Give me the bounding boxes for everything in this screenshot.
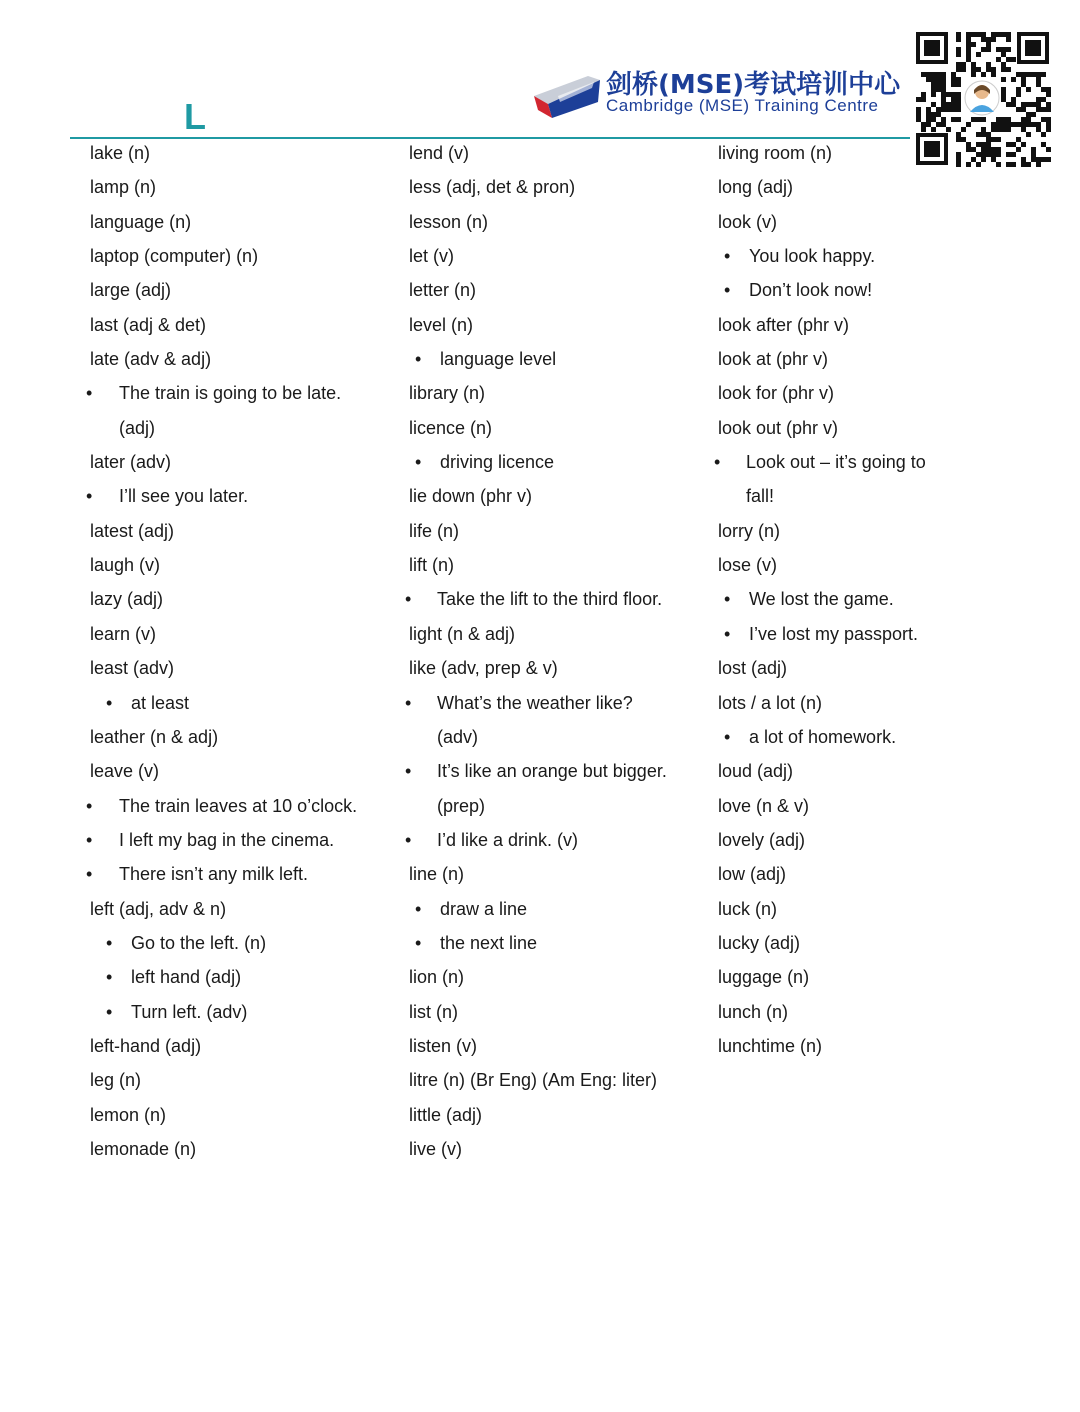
word-column-3 <box>718 137 1018 1064</box>
vocab-entry: lucky (adj) <box>718 932 801 953</box>
example-item: • I’ve lost my passport. <box>718 618 1018 652</box>
vocab-entry: lion (n) <box>409 967 465 988</box>
example-item: • I left my bag in the cinema. <box>90 824 390 858</box>
vocab-entry: long (adj) <box>718 177 794 198</box>
vocab-entry: live (v) <box>409 1138 462 1159</box>
vocab-entry: look for (phr v) <box>718 383 835 404</box>
vocab-entry: look (v) <box>718 211 778 232</box>
vocab-entry: line (n) <box>409 864 465 885</box>
example-item: • the next line <box>409 927 709 961</box>
vocab-entry: library (n) <box>409 383 486 404</box>
vocab-entry: learn (v) <box>90 623 157 644</box>
example-continuation: (adv) <box>437 726 479 747</box>
example-item: • You look happy. <box>718 240 1018 274</box>
logo-emblem-icon <box>528 66 604 118</box>
vocab-entry: lift (n) <box>409 555 454 576</box>
example-item: • draw a line <box>409 893 709 927</box>
vocab-entry: look out (phr v) <box>718 417 839 438</box>
example-continuation: (prep) <box>437 795 486 816</box>
vocab-entry: lie down (phr v) <box>409 486 533 507</box>
vocab-entry: lunchtime (n) <box>718 1035 823 1056</box>
example-item: • Take the lift to the third floor. <box>409 583 709 617</box>
example-item: • driving licence <box>409 446 709 480</box>
vocab-entry: later (adv) <box>90 452 172 473</box>
vocab-entry: leather (n & adj) <box>90 726 219 747</box>
vocab-entry: luck (n) <box>718 898 778 919</box>
vocab-entry: lost (adj) <box>718 658 788 679</box>
vocab-entry: list (n) <box>409 1001 458 1022</box>
vocab-entry: lend (v) <box>409 143 470 163</box>
example-item: • We lost the game. <box>718 583 1018 617</box>
vocab-entry: lamp (n) <box>90 177 157 198</box>
vocab-entry: low (adj) <box>718 864 787 885</box>
vocab-entry: last (adj & det) <box>90 314 207 335</box>
vocab-entry: lake (n) <box>90 143 151 163</box>
logo-chinese-title: 剑桥(MSE)考试培训中心 <box>606 70 901 100</box>
example-item: • Turn left. (adv) <box>90 996 390 1030</box>
vocab-entry: litre (n) (Br Eng) (Am Eng: liter) <box>409 1070 658 1091</box>
vocab-entry: laugh (v) <box>90 555 161 576</box>
vocab-entry: letter (n) <box>409 280 477 301</box>
word-column-1 <box>90 137 390 1167</box>
vocab-entry: lesson (n) <box>409 211 489 232</box>
vocab-entry: let (v) <box>409 246 454 267</box>
vocab-entry: little (adj) <box>409 1104 483 1125</box>
vocab-entry: lunch (n) <box>718 1001 789 1022</box>
vocab-entry: luggage (n) <box>718 967 810 988</box>
vocab-entry: latest (adj) <box>90 520 175 541</box>
vocab-entry: light (n & adj) <box>409 623 516 644</box>
vocab-entry: least (adv) <box>90 658 175 679</box>
vocab-entry: lorry (n) <box>718 520 780 541</box>
vocab-entry: lemonade (n) <box>90 1138 197 1159</box>
vocab-entry: lots / a lot (n) <box>718 692 823 713</box>
section-letter: L <box>184 96 206 137</box>
vocab-entry: life (n) <box>409 520 460 541</box>
word-column-2 <box>409 137 709 1167</box>
example-item: • The train leaves at 10 o’clock. <box>90 790 390 824</box>
vocab-entry: look at (phr v) <box>718 349 829 370</box>
vocab-entry: language (n) <box>90 211 192 232</box>
example-item: • at least <box>90 687 390 721</box>
vocab-entry: late (adv & adj) <box>90 349 212 370</box>
vocab-entry: less (adj, det & pron) <box>409 177 576 198</box>
vocab-entry: leg (n) <box>90 1070 142 1091</box>
cambridge-mse-logo <box>528 58 913 122</box>
logo-english-title: Cambridge (MSE) Training Centre <box>606 96 879 115</box>
vocab-entry: like (adv, prep & v) <box>409 658 558 679</box>
example-continuation: (adj) <box>119 417 156 438</box>
vocab-entry: love (n & v) <box>718 795 810 816</box>
vocab-entry: listen (v) <box>409 1035 478 1056</box>
example-item: • Don’t look now! <box>718 274 1018 308</box>
example-item: • Go to the left. (n) <box>90 927 390 961</box>
example-item: • language level <box>409 343 709 377</box>
example-item: • There isn’t any milk left. <box>90 858 390 892</box>
example-item: • I’ll see you later. <box>90 480 390 514</box>
vocab-entry: leave (v) <box>90 761 160 782</box>
vocab-entry: lovely (adj) <box>718 829 806 850</box>
example-item: • left hand (adj) <box>90 961 390 995</box>
vocab-entry: lemon (n) <box>90 1104 167 1125</box>
example-item: • a lot of homework. <box>718 721 1018 755</box>
vocab-entry: large (adj) <box>90 280 172 301</box>
vocab-entry: licence (n) <box>409 417 493 438</box>
vocab-entry: loud (adj) <box>718 761 794 782</box>
example-item: • I’d like a drink. (v) <box>409 824 709 858</box>
example-item: • The train is going to be late. <box>90 377 390 411</box>
vocab-entry: living room (n) <box>718 143 833 163</box>
example-item: • Look out – it’s going to <box>718 446 1018 480</box>
example-item: • It’s like an orange but bigger. <box>409 755 709 789</box>
vocab-entry: lose (v) <box>718 555 778 576</box>
example-continuation: fall! <box>746 486 775 507</box>
vocab-entry: look after (phr v) <box>718 314 850 335</box>
vocab-entry: laptop (computer) (n) <box>90 246 259 267</box>
vocab-entry: lazy (adj) <box>90 589 164 610</box>
example-item: • What’s the weather like? <box>409 687 709 721</box>
vocab-entry: left-hand (adj) <box>90 1035 202 1056</box>
vocab-entry: left (adj, adv & n) <box>90 898 227 919</box>
vocab-entry: level (n) <box>409 314 474 335</box>
